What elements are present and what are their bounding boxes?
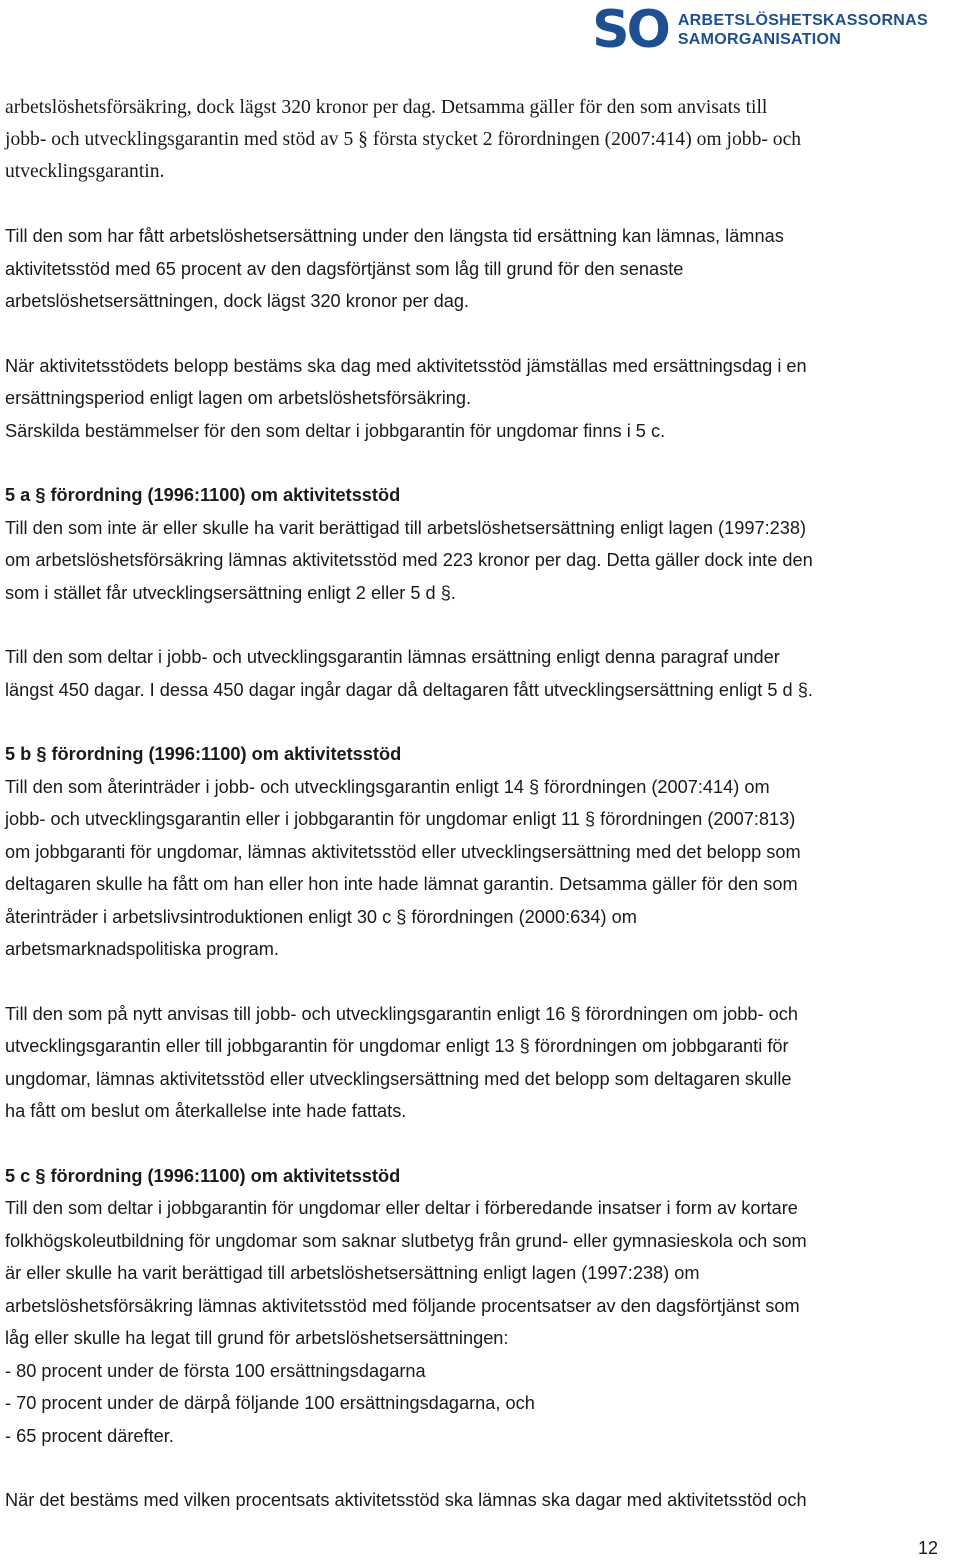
text-line: Till den som deltar i jobbgarantin för ungdomar eller deltar i förberedande insatser i form av kortare [5,1198,798,1218]
section-5b [5,738,955,966]
text-line: utvecklingsgarantin eller till jobbgarantin för ungdomar enligt 13 § förordningen om jobbgaranti för [5,1036,789,1056]
text-line: arbetsmarknadspolitiska program. [5,939,279,959]
paragraph [5,998,955,1128]
paragraph [5,220,955,318]
text-line: jobb- och utvecklingsgarantin med stöd av 5 § första stycket 2 förordningen (2007:414) om jobb- och [5,129,802,150]
text-line: Till den som återinträder i jobb- och utvecklingsgarantin enligt 14 § förordningen (2007:414) om [5,776,770,797]
text-line: återinträder i arbetslivsintroduktionen enligt 30 c § förordningen (2000:634) om [5,906,637,927]
text-line: Till den som inte är eller skulle ha varit berättigad till arbetslöshetsersättning enligt lagen (1997:238) [5,517,807,538]
text-line: är eller skulle ha varit berättigad till arbetslöshetsersättning enligt lagen (1997:238) om [5,1263,700,1283]
list-item: - 80 procent under de första 100 ersättningsdagarna [5,1360,426,1381]
text-line: När aktivitetsstödets belopp bestäms ska dag med aktivitetsstöd jämställas med ersättningsdag i en [5,355,807,376]
paragraph-continued [5,92,955,188]
logo-line-2: SAMORGANISATION [677,31,842,48]
section-5c [5,1160,955,1453]
text-line: Särskilda bestämmelser för den som deltar i jobbgarantin för ungdomar finns i 5 c. [5,420,666,441]
document-body [5,92,955,1517]
text-line: arbetslöshetsförsäkring, dock lägst 320 kronor per dag. Detsamma gäller för den som anvisats till [5,97,768,118]
text-line: om arbetslöshetsförsäkring lämnas aktivitetsstöd med 223 kronor per dag. Detta gäller dock inte den [5,550,813,570]
page-number: 12 [917,1538,938,1558]
paragraph [5,641,955,706]
section-heading: 5 c § förordning (1996:1100) om aktivitetsstöd [5,1165,401,1186]
organization-logo [592,0,928,60]
text-line: låg eller skulle ha legat till grund för arbetslöshetsersättningen: [5,1328,509,1348]
paragraph [5,1484,955,1517]
list-item: - 65 procent därefter. [5,1425,174,1446]
text-line: om jobbgaranti för ungdomar, lämnas aktivitetsstöd eller utvecklingsersättning med det belopp som [5,841,801,862]
logo-line-1: ARBETSLÖSHETSKASSORNAS [677,12,928,29]
text-line: deltagaren skulle ha fått om han eller hon inte hade lämnat garantin. Detsamma gäller för den som [5,874,798,894]
text-line: arbetslöshetsersättningen, dock lägst 320 kronor per dag. [5,291,470,311]
section-5a [5,479,955,609]
text-line: ha fått om beslut om återkallelse inte hade fattats. [5,1101,407,1121]
text-line: Till den som har fått arbetslöshetsersättning under den längsta tid ersättning kan lämnas, lämnas [5,226,784,246]
text-line: längst 450 dagar. I dessa 450 dagar ingår dagar då deltagaren fått utvecklingsersättning enligt 5 d §. [5,679,813,700]
list-item: - 70 procent under de därpå följande 100 ersättningsdagarna, och [5,1393,535,1413]
text-line: folkhögskoleutbildning för ungdomar som saknar slutbetyg från grund- eller gymnasieskola och som [5,1230,807,1251]
section-heading: 5 a § förordning (1996:1100) om aktivitetsstöd [5,485,401,505]
text-line: När det bestäms med vilken procentsats aktivitetsstöd ska lämnas ska dagar med aktivitetsstöd och [5,1490,807,1510]
logo-mark: SO [592,0,668,60]
text-line: Till den som på nytt anvisas till jobb- och utvecklingsgarantin enligt 16 § förordningen om jobb- och [5,1003,798,1024]
text-line: jobb- och utvecklingsgarantin eller i jobbgarantin för ungdomar enligt 11 § förordningen (2007:813) [5,809,796,829]
paragraph [5,350,955,448]
text-line: aktivitetsstöd med 65 procent av den dagsförtjänst som låg till grund för den senaste [5,258,684,279]
text-line: ungdomar, lämnas aktivitetsstöd eller utvecklingsersättning med det belopp som deltagaren skulle [5,1068,792,1089]
text-line: som i stället får utvecklingsersättning enligt 2 eller 5 d §. [5,582,456,603]
logo-text [678,11,928,49]
text-line: Till den som deltar i jobb- och utvecklingsgarantin lämnas ersättning enligt denna paragraf under [5,647,780,667]
section-heading: 5 b § förordning (1996:1100) om aktivitetsstöd [5,744,402,764]
text-line: arbetslöshetsförsäkring lämnas aktivitetsstöd med följande procentsatser av den dagsförtjänst som [5,1295,800,1316]
text-line: ersättningsperiod enligt lagen om arbetslöshetsförsäkring. [5,388,472,408]
text-line: utvecklingsgarantin. [5,161,165,182]
